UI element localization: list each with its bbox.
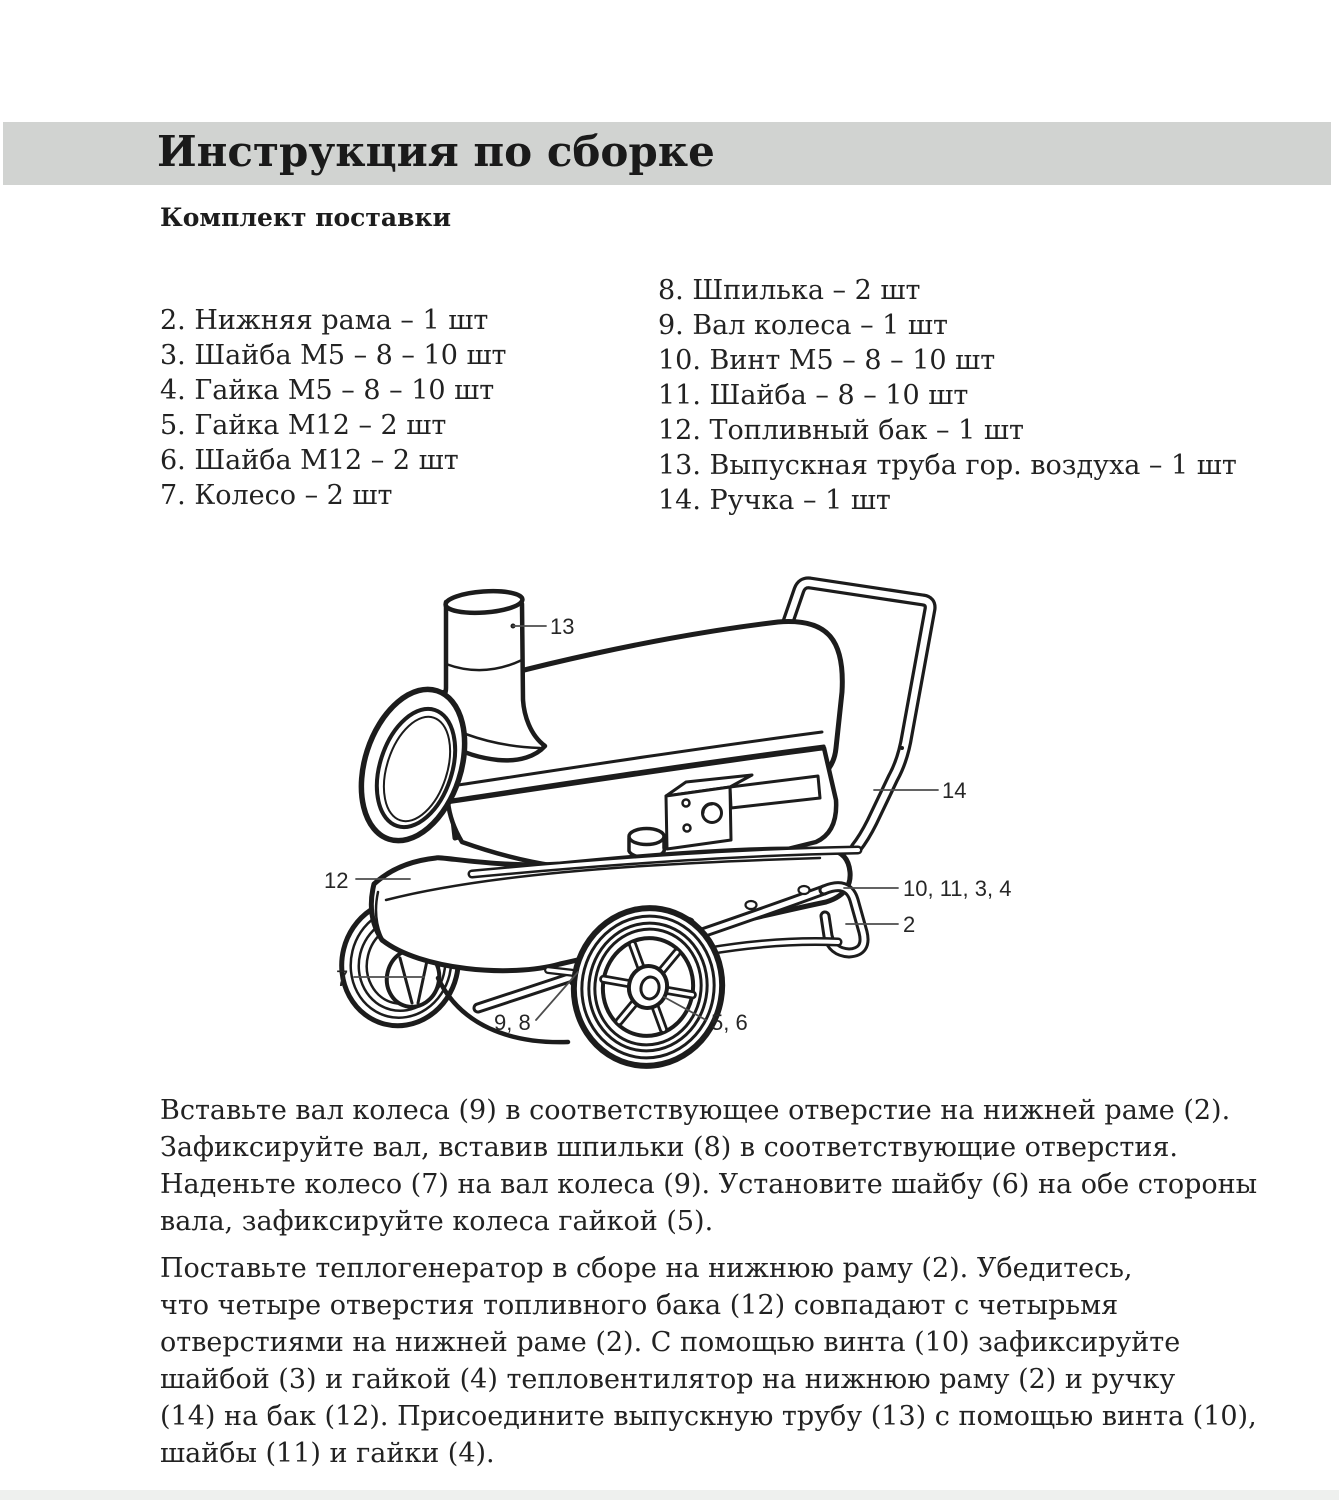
paragraph-line: шайбы (11) и гайки (4). bbox=[160, 1438, 495, 1469]
parts-list-item: 6. Шайба М12 – 2 шт bbox=[160, 445, 459, 476]
callout-9-8: 9, 8 bbox=[494, 1010, 531, 1035]
parts-list-item: 9. Вал колеса – 1 шт bbox=[658, 310, 948, 341]
parts-list-item: 8. Шпилька – 2 шт bbox=[658, 275, 921, 306]
parts-list-item: 5. Гайка М12 – 2 шт bbox=[160, 410, 447, 441]
section-subtitle: Комплект поставки bbox=[160, 203, 452, 232]
instruction-paragraph-1 bbox=[160, 1092, 1257, 1240]
page-bottom-edge bbox=[0, 1490, 1339, 1500]
paragraph-line: шайбой (3) и гайкой (4) тепловентилятор на нижнюю раму (2) и ручку bbox=[160, 1364, 1176, 1395]
panel-hole bbox=[684, 825, 691, 832]
callout-2: 2 bbox=[903, 912, 916, 937]
page-title: Инструкция по сборке bbox=[157, 127, 715, 176]
paragraph-line: что четыре отверстия топливного бака (12) совпадают с четырьмя bbox=[160, 1290, 1119, 1321]
parts-list-item: 13. Выпускная труба гор. воздуха – 1 шт bbox=[658, 450, 1237, 481]
parts-list-item: 2. Нижняя рама – 1 шт bbox=[160, 305, 489, 336]
callout-13: 13 bbox=[550, 614, 575, 639]
screw-hole bbox=[746, 901, 757, 909]
panel-hole bbox=[683, 800, 690, 807]
paragraph-line: Зафиксируйте вал, вставив шпильки (8) в соответствующие отверстия. bbox=[160, 1132, 1178, 1163]
paragraph-line: (14) на бак (12). Присоедините выпускную трубу (13) с помощью винта (10), bbox=[160, 1401, 1257, 1432]
parts-list-item: 4. Гайка М5 – 8 – 10 шт bbox=[160, 375, 495, 406]
callout-7: 7 bbox=[336, 966, 349, 991]
parts-list-right bbox=[658, 273, 1237, 518]
callout-10-11-3-4: 10, 11, 3, 4 bbox=[903, 876, 1012, 901]
instruction-paragraph-2 bbox=[160, 1250, 1257, 1472]
assembly-diagram bbox=[280, 560, 1020, 1080]
callout-14: 14 bbox=[942, 778, 967, 803]
paragraph-line: Поставьте теплогенератор в сборе на нижнюю раму (2). Убедитесь, bbox=[160, 1253, 1133, 1284]
parts-list-item: 12. Топливный бак – 1 шт bbox=[658, 415, 1024, 446]
print-dot bbox=[900, 746, 904, 750]
parts-list-item: 14. Ручка – 1 шт bbox=[658, 485, 891, 516]
callout-5-6: 5, 6 bbox=[711, 1010, 748, 1035]
parts-list-left bbox=[160, 303, 507, 513]
parts-list-item: 7. Колесо – 2 шт bbox=[160, 480, 393, 511]
paragraph-line: отверстиями на нижней раме (2). С помощью винта (10) зафиксируйте bbox=[160, 1327, 1181, 1358]
parts-list-item: 3. Шайба М5 – 8 – 10 шт bbox=[160, 340, 507, 371]
heater-line-drawing bbox=[280, 560, 1020, 1080]
callout-12: 12 bbox=[324, 868, 349, 893]
screw-hole bbox=[799, 886, 810, 894]
paragraph-line: вала, зафиксируйте колеса гайкой (5). bbox=[160, 1206, 714, 1237]
parts-list-item: 10. Винт М5 – 8 – 10 шт bbox=[658, 345, 996, 376]
paragraph-line: Наденьте колесо (7) на вал колеса (9). Установите шайбу (6) на обе стороны bbox=[160, 1169, 1258, 1200]
parts-list-item: 11. Шайба – 8 – 10 шт bbox=[658, 380, 969, 411]
paragraph-line: Вставьте вал колеса (9) в соответствующее отверстие на нижней раме (2). bbox=[160, 1095, 1231, 1126]
